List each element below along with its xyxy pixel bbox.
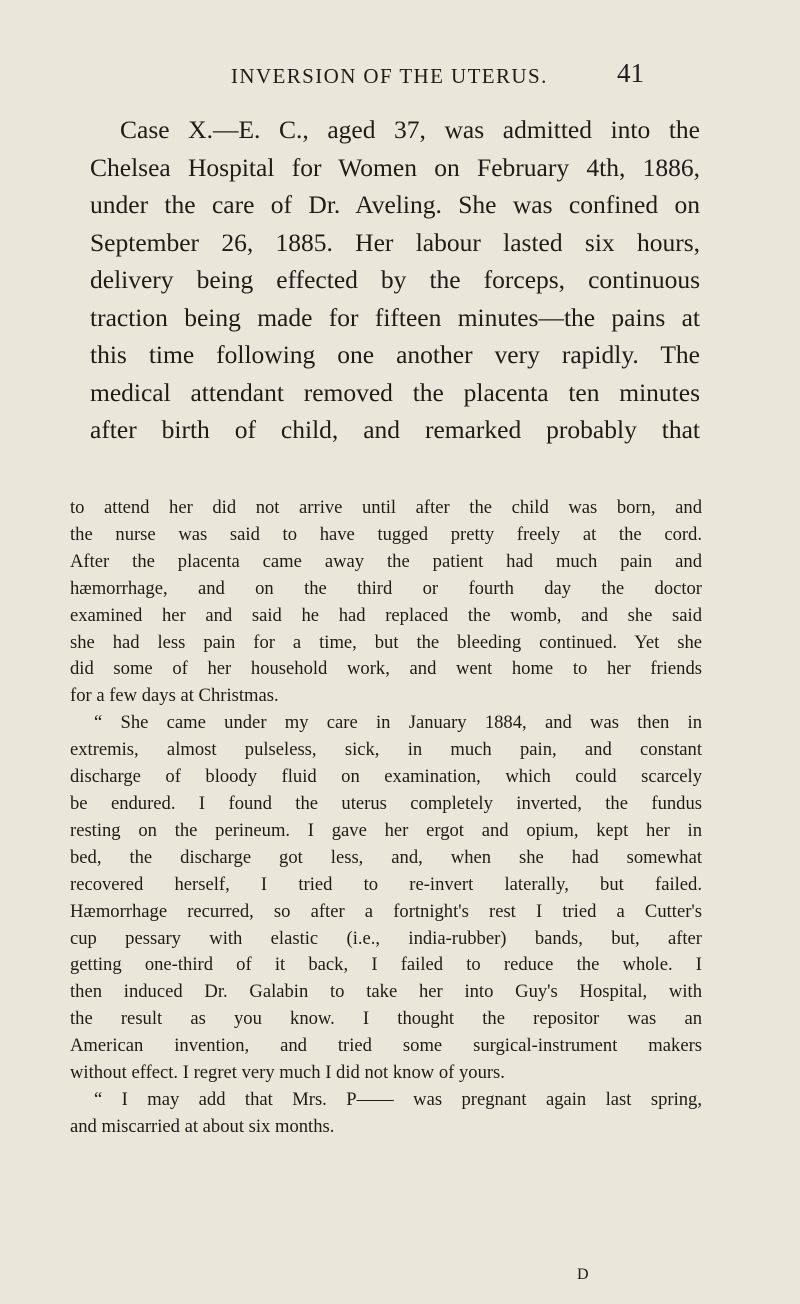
text-line: Chelsea Hospital for Women on February 4th, 1886, (90, 152, 700, 182)
text-line: bed, the discharge got less, and, when she had somewhat (70, 846, 702, 868)
letter-paragraph (70, 1087, 702, 1141)
signature-mark: D (577, 1266, 590, 1283)
text-line: to attend her did not arrive until after the child was born, and (70, 497, 702, 518)
letter-quotation (70, 495, 702, 1141)
text-line: American invention, and tried some surgical-instrument makers (70, 1035, 702, 1057)
text-line: recovered herself, I tried to re-invert laterally, but failed. (70, 873, 702, 895)
text-line: did some of her household work, and went home to her friends (70, 658, 702, 680)
text-line: be endured. I found the uterus completely inverted, the fundus (70, 792, 702, 814)
text-line: she had less pain for a time, but the bleeding continued. Yet she (70, 631, 702, 653)
text-line: medical attendant removed the placenta ten minutes (90, 377, 700, 407)
text-line: September 26, 1885. Her labour lasted six hours, (90, 227, 700, 257)
text-line: examined her and said he had replaced the womb, and she said (70, 604, 702, 626)
text-line: getting one-third of it back, I failed to reduce the whole. I (70, 954, 702, 976)
text-line: and miscarried at about six months. (70, 1115, 335, 1137)
text-line: the result as you know. I thought the repositor was an (70, 1008, 702, 1030)
text-line: traction being made for fifteen minutes—the pains at (90, 302, 700, 332)
text-line: for a few days at Christmas. (70, 685, 279, 707)
text-line: Case X.—E. C., aged 37, was admitted into the (120, 115, 700, 144)
case-paragraph (90, 111, 700, 449)
text-line: resting on the perineum. I gave her ergot and opium, kept her in (70, 819, 702, 841)
text-line: Hæmorrhage recurred, so after a fortnight's rest I tried a Cutter's (70, 900, 702, 922)
text-line: without effect. I regret very much I did not know of yours. (70, 1062, 505, 1084)
letter-paragraph (70, 710, 702, 1087)
text-line: delivery being effected by the forceps, continuous (90, 265, 700, 294)
text-line: this time following one another very rapidly. The (90, 340, 700, 369)
text-line: then induced Dr. Galabin to take her into Guy's Hospital, with (70, 981, 702, 1003)
text-line: cup pessary with elastic (i.e., india-rubber) bands, but, after (70, 927, 702, 949)
page-number: 41 (617, 58, 644, 88)
text-line: discharge of bloody fluid on examination, which could scarcely (70, 766, 702, 788)
text-line: “ I may add that Mrs. P—— was pregnant again last spring, (94, 1088, 702, 1110)
text-line: extremis, almost pulseless, sick, in much pain, and constant (70, 739, 702, 761)
text-line: the nurse was said to have tugged pretty freely at the cord. (70, 523, 702, 545)
text-line: after birth of child, and remarked probably that (90, 415, 700, 444)
page-header (0, 58, 800, 102)
running-head: INVERSION OF THE UTERUS. (231, 64, 548, 88)
text-line: After the placenta came away the patient had much pain and (70, 550, 702, 572)
text-line: hæmorrhage, and on the third or fourth day the doctor (70, 577, 702, 599)
text-line: “ She came under my care in January 1884, and was then in (94, 712, 702, 734)
letter-paragraph (70, 495, 702, 710)
text-line: under the care of Dr. Aveling. She was confined on (90, 190, 700, 219)
